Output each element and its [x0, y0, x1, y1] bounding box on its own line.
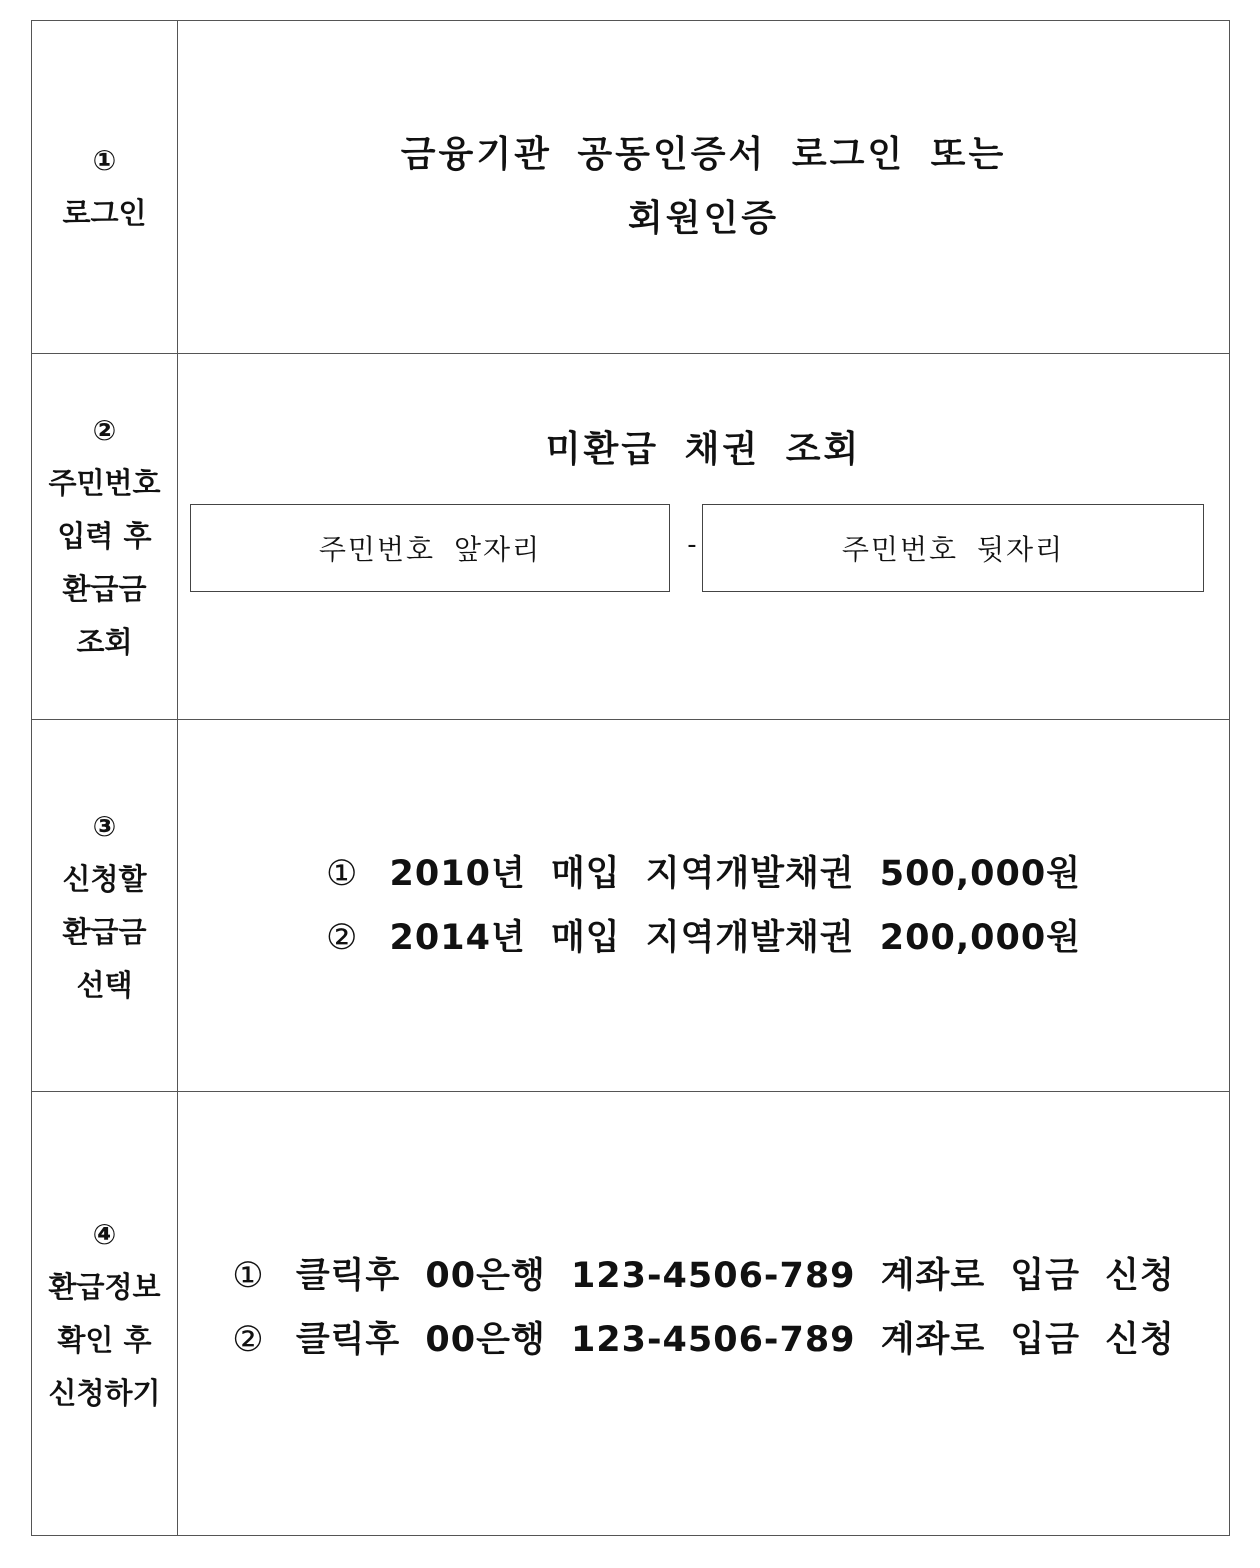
step-1-content [178, 21, 1229, 353]
step-4-content [178, 1092, 1229, 1535]
refund-option-marker: ① [325, 853, 359, 894]
step-1-row [32, 21, 1229, 354]
step-2-label-line: 입력 후 [57, 519, 152, 553]
step-2-content [178, 354, 1229, 719]
step-2-number: ② [92, 414, 117, 447]
step-4-row [32, 1092, 1229, 1535]
resident-number-back-input[interactable]: 주민번호 뒷자리 [702, 504, 1204, 592]
deposit-request-text: 클릭후 00은행 123-4506-789 계좌로 입금 신청 [295, 1319, 1175, 1360]
step-4-label [32, 1092, 178, 1535]
step-4-number: ④ [92, 1217, 117, 1251]
refund-option[interactable] [326, 842, 1081, 906]
resident-number-front-input[interactable]: 주민번호 앞자리 [190, 504, 670, 592]
step-1-label [32, 21, 178, 353]
step-1-label-line: 로그인 [62, 196, 147, 230]
unrefunded-bond-lookup-title: 미환급 채권 조회 [545, 429, 862, 470]
refund-option-text: 2014년 매입 지역개발채권 200,000원 [389, 917, 1082, 958]
step-2-row [32, 354, 1229, 720]
step-2-label-line: 환급금 [62, 572, 147, 606]
login-title-line-2: 회원인증 [627, 198, 780, 239]
step-2-label-line: 주민번호 [48, 466, 161, 500]
login-title-line-1: 금융기관 공동인증서 로그인 또는 [400, 134, 1007, 175]
deposit-request-option[interactable] [232, 1308, 1175, 1372]
step-4-label-line: 확인 후 [57, 1322, 152, 1357]
resident-number-inputs [190, 504, 1204, 594]
deposit-request-marker: ① [232, 1255, 265, 1296]
step-3-number: ③ [92, 809, 117, 843]
refund-procedure-table [31, 20, 1230, 1536]
step-3-label-line: 환급금 [62, 914, 147, 949]
deposit-request-marker: ② [232, 1319, 265, 1360]
step-4-label-line: 환급정보 [48, 1269, 161, 1304]
step-2-label [32, 354, 178, 719]
deposit-request-text: 클릭후 00은행 123-4506-789 계좌로 입금 신청 [295, 1255, 1175, 1296]
step-4-label-line: 신청하기 [48, 1375, 161, 1410]
step-2-label-line: 조회 [76, 625, 133, 659]
refund-option-marker: ② [325, 917, 359, 958]
step-3-label-line: 신청할 [62, 861, 147, 896]
step-3-content [178, 720, 1229, 1091]
refund-option[interactable] [326, 906, 1081, 970]
refund-option-text: 2010년 매입 지역개발채권 500,000원 [389, 853, 1082, 894]
step-1-number: ① [92, 144, 117, 177]
step-3-label-line: 선택 [76, 967, 133, 1002]
step-3-label [32, 720, 178, 1091]
step-3-row [32, 720, 1229, 1092]
deposit-request-option[interactable] [232, 1244, 1175, 1308]
resident-number-separator: - [687, 530, 697, 560]
